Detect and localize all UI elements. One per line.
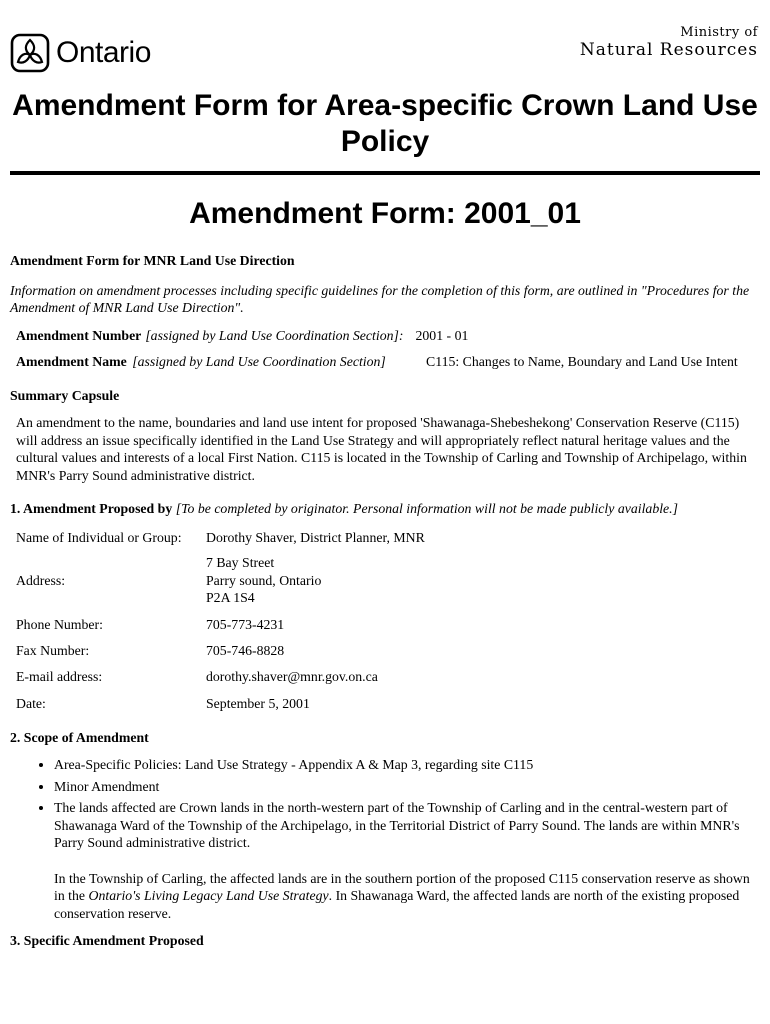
originator-table <box>16 526 425 717</box>
table-row <box>16 664 425 691</box>
date-value: September 5, 2001 <box>206 695 310 711</box>
table-row <box>16 638 425 664</box>
amendment-number-note: [assigned by Land Use Coordination Section]: <box>145 327 404 343</box>
list-item: • Minor Amendment <box>54 778 760 796</box>
table-row <box>16 612 425 638</box>
scope-extra-italic: Ontario's Living Legacy Land Use Strategy <box>88 888 329 903</box>
trillium-icon <box>10 33 50 73</box>
intro-heading: Amendment Form for MNR Land Use Direction <box>10 253 295 268</box>
fax-label: Fax Number: <box>16 642 90 658</box>
form-content <box>10 252 760 950</box>
section1-note: [To be completed by originator. Personal information will not be made publicly available.] <box>175 501 678 516</box>
date-label: Date: <box>16 695 46 711</box>
address-label: Address: <box>16 572 66 588</box>
amendment-name-value: C115: Changes to Name, Boundary and Land Use Intent <box>426 354 738 369</box>
amendment-number-label: Amendment Number <box>16 327 142 343</box>
section1-heading: 1. Amendment Proposed by <box>10 501 173 516</box>
address-value <box>206 550 425 612</box>
table-row <box>16 550 425 612</box>
address-line: Parry sound, Ontario <box>206 572 322 588</box>
scope-extra-post: . In Shawanaga Ward, the affected lands are north of the existing proposed conservation reserve. <box>54 888 740 921</box>
table-row <box>16 526 425 550</box>
form-title: Amendment Form: 2001_01 <box>189 197 581 230</box>
address-line: P2A 1S4 <box>206 590 255 606</box>
table-row <box>16 691 425 717</box>
phone-value: 705-773-4231 <box>206 616 285 632</box>
section2-heading: 2. Scope of Amendment <box>10 729 149 745</box>
phone-label: Phone Number: <box>16 616 103 632</box>
email-label: E-mail address: <box>16 669 103 685</box>
ministry-line1: Ministry of <box>680 25 758 40</box>
email-value[interactable]: dorothy.shaver@mnr.gov.on.ca <box>206 669 378 685</box>
amendment-name-note: [assigned by Land Use Coordination Section] <box>132 354 386 369</box>
name-label: Name of Individual or Group: <box>16 529 182 545</box>
logo-wordmark: Ontario <box>56 36 151 69</box>
section1-heading-line <box>10 500 760 518</box>
intro-text: Information on amendment processes including specific guidelines for the completion of this form, are outlined in "Procedures for the Amendment of MNR Land Use Direction". <box>10 282 750 315</box>
page-header <box>0 0 770 80</box>
scope-extra-pre: In the Township of Carling, the affected lands are in the southern portion of the proposed C115 conservation reserve as shown in the <box>54 870 750 903</box>
amendment-number-value: 2001 - 01 <box>415 327 469 343</box>
section3-heading: 3. Specific Amendment Proposed <box>10 933 204 948</box>
list-item <box>54 799 760 922</box>
fax-value: 705-746-8828 <box>206 642 285 658</box>
amendment-number-row <box>16 327 760 345</box>
title-divider <box>10 171 760 175</box>
ministry-line2: Natural Resources <box>579 39 758 60</box>
address-line: 7 Bay Street <box>206 555 275 571</box>
summary-heading: Summary Capsule <box>10 387 120 403</box>
name-value: Dorothy Shaver, District Planner, MNR <box>206 529 425 545</box>
list-item-text: The lands affected are Crown lands in the north-western part of the Township of Carling and in the central-western part of Shawanaga Ward of the Township of the Archipelago, in the Territorial District of Parry Sound. The lands are within MNR's Parry Sound administrative district. <box>54 800 740 850</box>
list-item: • Area-Specific Policies: Land Use Strategy - Appendix A & Map 3, regarding site C115 <box>54 756 760 774</box>
scope-list <box>10 756 760 922</box>
page-title: Amendment Form for Area-specific Crown Land Use Policy <box>12 89 758 158</box>
scope-extra-paragraph <box>54 870 760 923</box>
amendment-name-row <box>16 353 760 371</box>
ontario-logo[interactable] <box>10 33 151 73</box>
summary-text: An amendment to the name, boundaries and land use intent for proposed 'Shawanaga-Shebeshekong' Conservation Reserve (C115) will address an issue specifically identified in the Land Use Strategy and will appropriately reflect natural heritage values and the cultural values and interests of a local First Nation. C115 is located in the Township of Carling and Township of Archipelago, within MNR's Parry Sound administrative district. <box>16 415 747 483</box>
amendment-name-label: Amendment Name <box>16 354 127 369</box>
ministry-name <box>580 26 758 60</box>
